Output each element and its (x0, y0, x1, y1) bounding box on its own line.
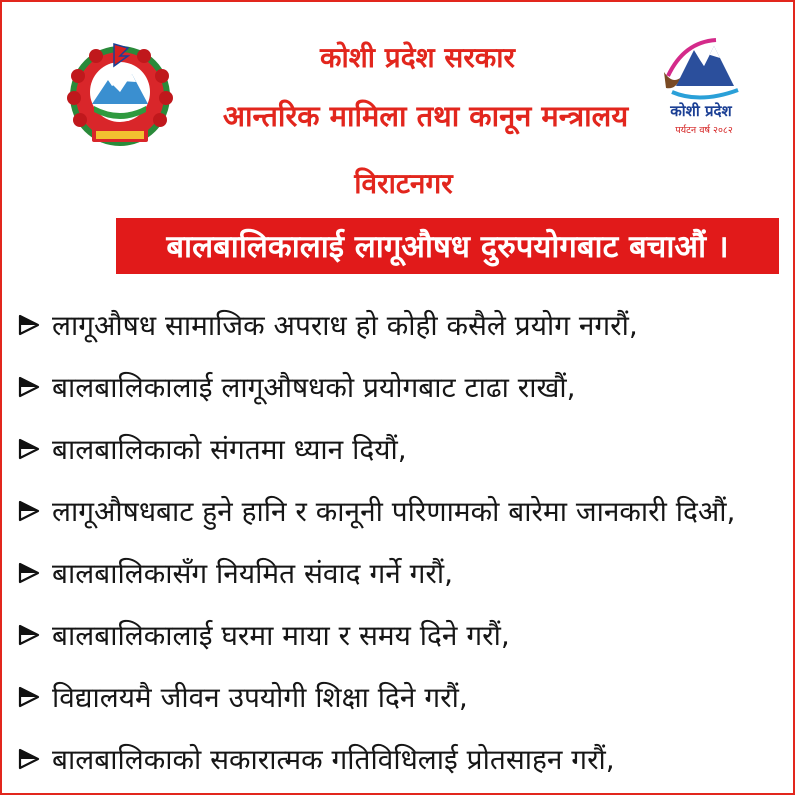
header-line-1: कोशी प्रदेश सरकार (320, 41, 515, 74)
title-banner (116, 218, 779, 274)
list-item-text: बालबालिकालाई घरमा माया र समय दिने गरौं, (52, 619, 510, 652)
logo-subtitle: पर्यटन वर्ष २०८२ (675, 125, 733, 136)
list-item-text: बालबालिकाको संगतमा ध्यान दियौं, (52, 433, 407, 466)
arrow-right-icon (14, 561, 44, 585)
arrow-right-icon (14, 437, 44, 461)
message-list (14, 294, 789, 790)
list-item (14, 480, 789, 542)
arrow-right-icon (14, 499, 44, 523)
logo-title: कोशी प्रदेश (670, 102, 732, 120)
list-item-text: बालबालिकालाई लागूऔषधको प्रयोगबाट टाढा राखौं, (52, 371, 576, 404)
list-item-text: बालबालिकाको सकारात्मक गतिविधिलाई प्रोतसाहन गरौं, (52, 743, 615, 776)
arrow-right-icon (14, 313, 44, 337)
arrow-right-icon (14, 685, 44, 709)
list-item (14, 356, 789, 418)
arrow-right-icon (14, 623, 44, 647)
arrow-right-icon (14, 375, 44, 399)
banner-text: बालबालिकालाई लागूऔषध दुरुपयोगबाट बचाऔं । (166, 229, 729, 265)
list-item (14, 418, 789, 480)
list-item (14, 294, 789, 356)
list-item (14, 604, 789, 666)
header-line-2: आन्तरिक मामिला तथा कानून मन्त्रालय (222, 99, 629, 133)
header-line-3: विराटनगर (354, 167, 453, 200)
list-item-text: लागूऔषध सामाजिक अपराध हो कोही कसैले प्रयोग नगरौं, (52, 309, 638, 342)
list-item (14, 542, 789, 604)
list-item-text: विद्यालयमै जीवन उपयोगी शिक्षा दिने गरौं, (52, 681, 468, 714)
arrow-right-icon (14, 747, 44, 771)
list-item (14, 728, 789, 790)
list-item-text: बालबालिकासँग नियमित संवाद गर्ने गरौं, (52, 557, 454, 590)
list-item (14, 666, 789, 728)
list-item-text: लागूऔषधबाट हुने हानि र कानूनी परिणामको बारेमा जानकारी दिऔं, (52, 495, 736, 528)
